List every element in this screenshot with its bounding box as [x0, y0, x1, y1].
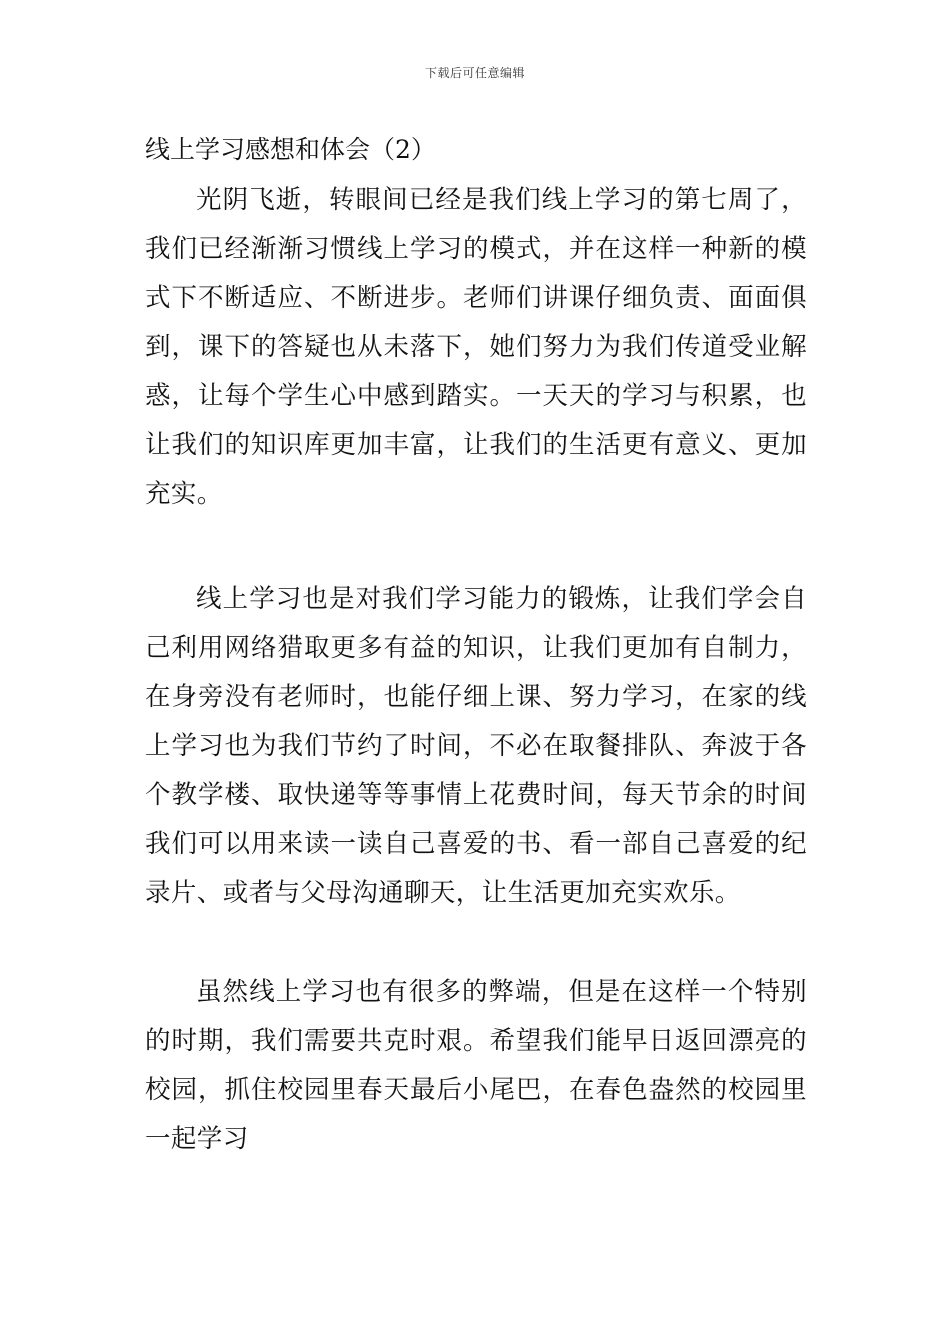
paragraph-2: 线上学习也是对我们学习能力的锻炼，让我们学会自己利用网络猎取更多有益的知识，让我们更加有自制力，在身旁没有老师时，也能仔细上课、努力学习，在家的线上学习也为我们节约了时间，不必在取餐排队、奔波于各个教学楼、取快递等等事情上花费时间，每天节余的时间我们可以用来读一读自己喜爱的书、看一部自己喜爱的纪录片、或者与父母沟通聊天，让生活更加充实欢乐。	[145, 584, 807, 908]
paragraph-3: 虽然线上学习也有很多的弊端，但是在这样一个特别的时期，我们需要共克时艰。希望我们能早日返回漂亮的校园，抓住校园里春天最后小尾巴，在春色盎然的校园里一起学习	[145, 977, 807, 1154]
header-note: 下载后可任意编辑	[424, 66, 525, 80]
document-title: 线上学习感想和体会（2）	[145, 135, 436, 164]
paragraph-1: 光阴飞逝，转眼间已经是我们线上学习的第七周了，我们已经渐渐习惯线上学习的模式，并在这样一种新的模式下不断适应、不断进步。老师们讲课仔细负责、面面俱到，课下的答疑也从未落下，她们努力为我们传道受业解惑，让每个学生心中感到踏实。一天天的学习与积累，也让我们的知识库更加丰富，让我们的生活更有意义、更加充实。	[145, 185, 807, 509]
